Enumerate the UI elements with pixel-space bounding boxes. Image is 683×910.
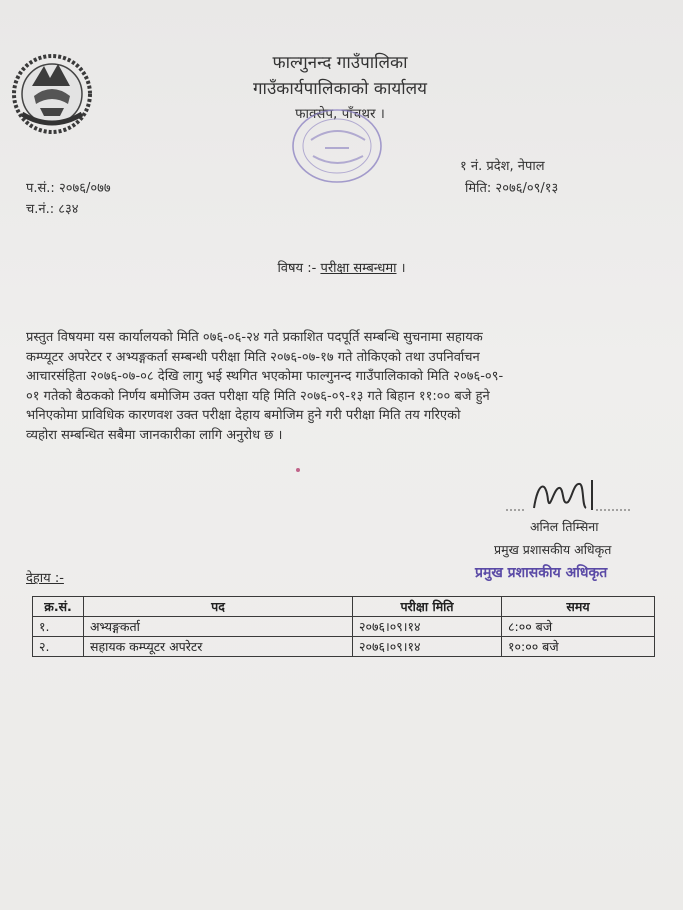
exam-date-cell: २०७६।०९।१४ [353, 637, 502, 657]
reference-number: प.सं.: २०७६/०७७ [26, 181, 111, 196]
subject-label: विषय :- [277, 261, 321, 276]
signatory-name: अनिल तिम्सिना [530, 519, 599, 534]
signatory-title: प्रमुख प्रशासकीय अधिकृत [494, 542, 612, 557]
municipality-name: फाल्गुनन्द गाउँपालिका [272, 53, 408, 73]
body-line: ०१ गतेको बैठकको निर्णय बमोजिम उक्त परीक्षा यहि मिति २०७६-०९-१३ गते बिहान ११:०० बजे हुने [26, 388, 490, 404]
office-stamp [285, 100, 389, 192]
body-line: प्रस्तुत विषयमा यस कार्यालयको मिति ०७६-०६-२४ गते प्रकाशित पदपूर्ति सम्बन्धि सुचनामा सहायक [26, 330, 483, 345]
body-line: व्यहोरा सम्बन्धित सबैमा जानकारीका लागि अनुरोध छ । [26, 427, 283, 443]
post-cell: सहायक कम्प्यूटर अपरेटर [84, 637, 353, 657]
letter-body [26, 328, 638, 445]
letter-date: मिति: २०७६/०९/१३ [465, 181, 559, 196]
exam-date-cell: २०७६।०९।१४ [353, 617, 502, 637]
time-cell: १०:०० बजे [502, 637, 655, 657]
column-header: परीक्षा मिति [353, 597, 502, 617]
time-cell: ८:०० बजे [502, 617, 655, 637]
column-header: क्र.सं. [33, 597, 84, 617]
nepal-emblem-logo [10, 52, 94, 136]
serial-cell: १. [33, 617, 84, 637]
handwritten-signature [500, 472, 640, 522]
column-header: पद [84, 597, 353, 617]
post-cell: अभ्यङ्गकर्ता [84, 617, 353, 637]
column-header: समय [502, 597, 655, 617]
schedule-heading: देहाय :- [26, 571, 64, 586]
body-line: आचारसंहिता २०७६-०७-०८ देखि लागु भई स्थगित भएकोमा फाल्गुनन्द गाउँपालिकाको मिति २०७६-०९- [26, 369, 504, 384]
serial-cell: २. [33, 637, 84, 657]
body-line: कम्प्यूटर अपरेटर र अभ्यङ्गकर्ता सम्बन्धी परीक्षा मिति २०७६-०७-१७ गते तोकिएको तथा उपनिर्वाचन [26, 349, 480, 365]
subject-line [0, 258, 683, 276]
ink-mark [296, 468, 300, 472]
office-address: फाक्सेप, पाँचथर । [295, 106, 385, 122]
office-name: गाउँकार्यपालिकाको कार्यालय [252, 79, 428, 99]
designation-stamp: प्रमुख प्रशासकीय अधिकृत [475, 565, 608, 581]
table-header-row [33, 597, 655, 617]
dispatch-number: च.नं.: ८३४ [26, 202, 79, 217]
exam-schedule-table [32, 596, 655, 657]
table-row [33, 637, 655, 657]
body-line: भनिएकोमा प्राविधिक कारणवश उक्त परीक्षा देहाय बमोजिम हुने गरी परीक्षा मिति तय गरिएको [26, 408, 461, 423]
table-row [33, 617, 655, 637]
subject-text: परीक्षा सम्बन्धमा [320, 261, 397, 276]
subject-end: । [396, 261, 406, 276]
province-label: १ नं. प्रदेश, नेपाल [460, 159, 545, 174]
